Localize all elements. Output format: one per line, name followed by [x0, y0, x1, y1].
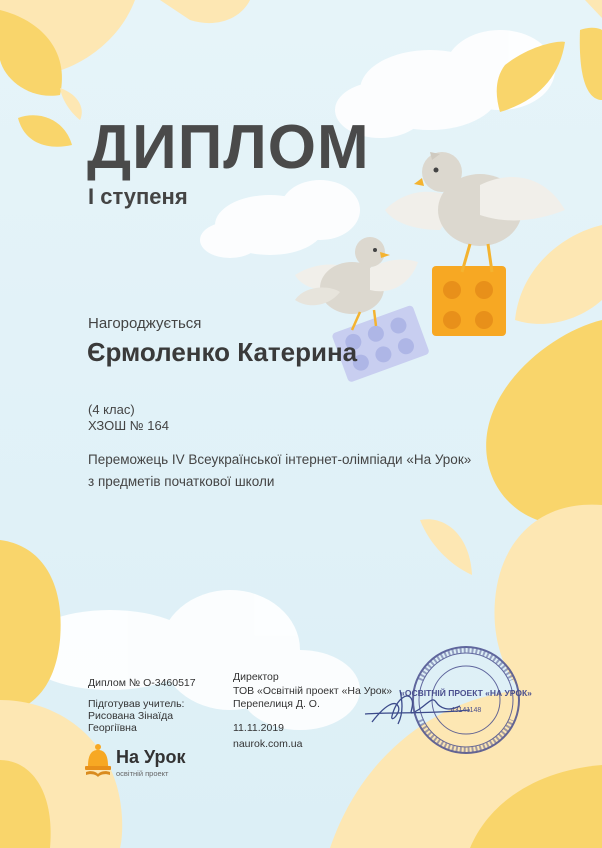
achievement-line-1: Переможець IV Всеукраїнської інтернет-олімпіади «На Урок» — [88, 452, 472, 467]
stamp-center-text: «ОСВІТНІЙ ПРОЕКТ «НА УРОК» — [400, 688, 532, 698]
diploma-title: ДИПЛОМ — [87, 113, 370, 182]
bell-icon — [84, 742, 114, 778]
recipient-name: Єрмоленко Катерина — [87, 337, 358, 367]
logo-subtitle: освітній проект — [116, 769, 169, 778]
orange-lego-icon — [432, 266, 506, 336]
diploma-degree: І ступеня — [88, 184, 188, 209]
big-bird-icon — [385, 152, 565, 272]
company-name: ТОВ «Освітній проект «На Урок» — [233, 685, 393, 697]
recipient-school: ХЗОШ № 164 — [88, 418, 169, 433]
director-label: Директор — [233, 671, 279, 683]
prepared-by-label: Підготував учитель: — [88, 698, 185, 710]
diploma-number: Диплом № О-3460517 — [88, 677, 196, 689]
stamp-code: 43141148 — [450, 707, 482, 714]
achievement-line-2: з предметів початкової школи — [88, 474, 275, 489]
director-name: Перепелиця Д. О. — [233, 698, 320, 710]
left-foliage — [0, 540, 122, 848]
teacher-name: Рисована Зінаїда Георгіївна — [88, 710, 174, 734]
awarded-label: Нагороджується — [88, 315, 202, 332]
recipient-grade: (4 клас) — [88, 402, 135, 417]
issue-date: 11.11.2019 — [233, 722, 284, 734]
logo-name: На Урок — [116, 747, 186, 767]
website-text: naurok.com.ua — [233, 738, 303, 750]
